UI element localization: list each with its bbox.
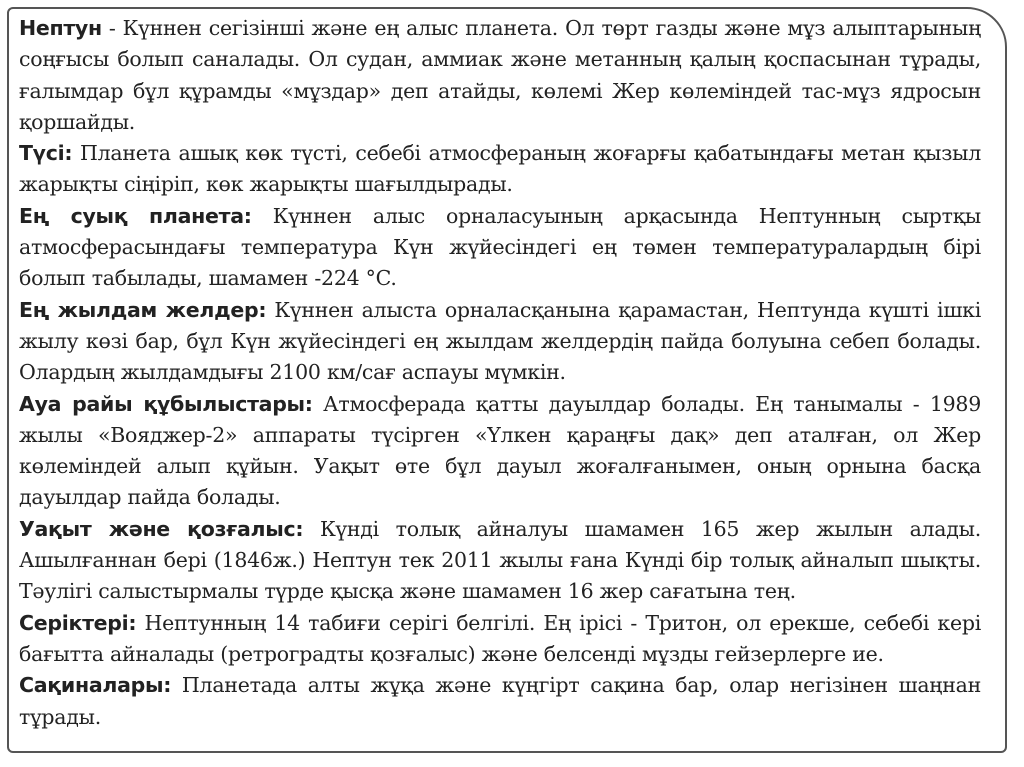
text-neptune: - Күннен сегізінші және ең алыс планета. Ол төрт газды және мұз алыптарының соңғысы болып саналады. Ол судан, аммиак және метанның қалың қоспасынан тұрады, ғалымдар бұл құрамды «мұздар» деп атайды, көлемі Жер көлеміндей тас-мұз ядросын қоршайды. bbox=[19, 16, 981, 134]
term-color: Түсі: bbox=[19, 141, 73, 166]
text-time-motion: Күнді толық айналуы шамамен 165 жер жылын алады. Ашылғаннан бері (1846ж.) Нептун тек 2011 жылы ғана Күнді бір толық айналып шықты. Тәулігі салыстырмалы түрде қысқа және шамамен 16 жер сағатына тең. bbox=[19, 516, 981, 604]
term-time-motion: Уақыт және қозғалыс: bbox=[19, 516, 304, 541]
term-winds: Ең жылдам желдер: bbox=[19, 297, 267, 322]
term-neptune: Нептун bbox=[19, 16, 102, 40]
term-coldest: Ең суық планета: bbox=[19, 203, 252, 228]
text-coldest: Күннен алыс орналасуының арқасында Нептунның сыртқы атмосферасындағы температура Күн жүйесіндегі ең төмен температуралардың бірі болып табылады, шамамен -224 °C. bbox=[19, 203, 981, 291]
paragraph-time-motion bbox=[19, 514, 981, 608]
paragraph-weather bbox=[19, 389, 981, 514]
term-weather: Ауа райы құбылыстары: bbox=[19, 391, 313, 416]
text-rings: Планетада алты жұқа және күңгірт сақина бар, олар негізінен шаңнан тұрады. bbox=[19, 673, 981, 729]
paragraph-coldest bbox=[19, 201, 981, 295]
document-body bbox=[19, 13, 981, 733]
paragraph-neptune bbox=[19, 13, 981, 138]
paragraph-winds bbox=[19, 295, 981, 389]
paragraph-color bbox=[19, 138, 981, 201]
paragraph-satellites bbox=[19, 608, 981, 671]
paragraph-rings bbox=[19, 670, 981, 733]
text-weather: Атмосферада қатты дауылдар болады. Ең танымалы - 1989 жылы «Вояджер-2» аппараты түсірген «Үлкен қараңғы дақ» деп аталған, ол Жер көлеміндей алып құйын. Уақыт өте бұл дауыл жоғалғанымен, оның орнына басқа дауылдар пайда болады. bbox=[19, 391, 982, 510]
term-rings: Сақиналары: bbox=[19, 673, 172, 698]
text-winds: Күннен алыста орналасқанына қарамастан, Нептунда күшті ішкі жылу көзі бар, бұл Күн жүйесіндегі ең жылдам желдердің пайда болуына себеп болады. Олардың жылдамдығы 2100 км/сағ аспауы мүмкін. bbox=[19, 297, 982, 385]
term-satellites: Серіктері: bbox=[19, 610, 137, 635]
text-color: Планета ашық көк түсті, себебі атмосфераның жоғарғы қабатындағы метан қызыл жарықты сіңіріп, көк жарықты шағылдырады. bbox=[19, 141, 981, 197]
text-satellites: Нептунның 14 табиғи серігі белгілі. Ең ірісі - Тритон, ол ерекше, себебі кері бағытта айналады (ретроградты қозғалыс) және белсенді мұзды гейзерлерге ие. bbox=[19, 610, 981, 666]
